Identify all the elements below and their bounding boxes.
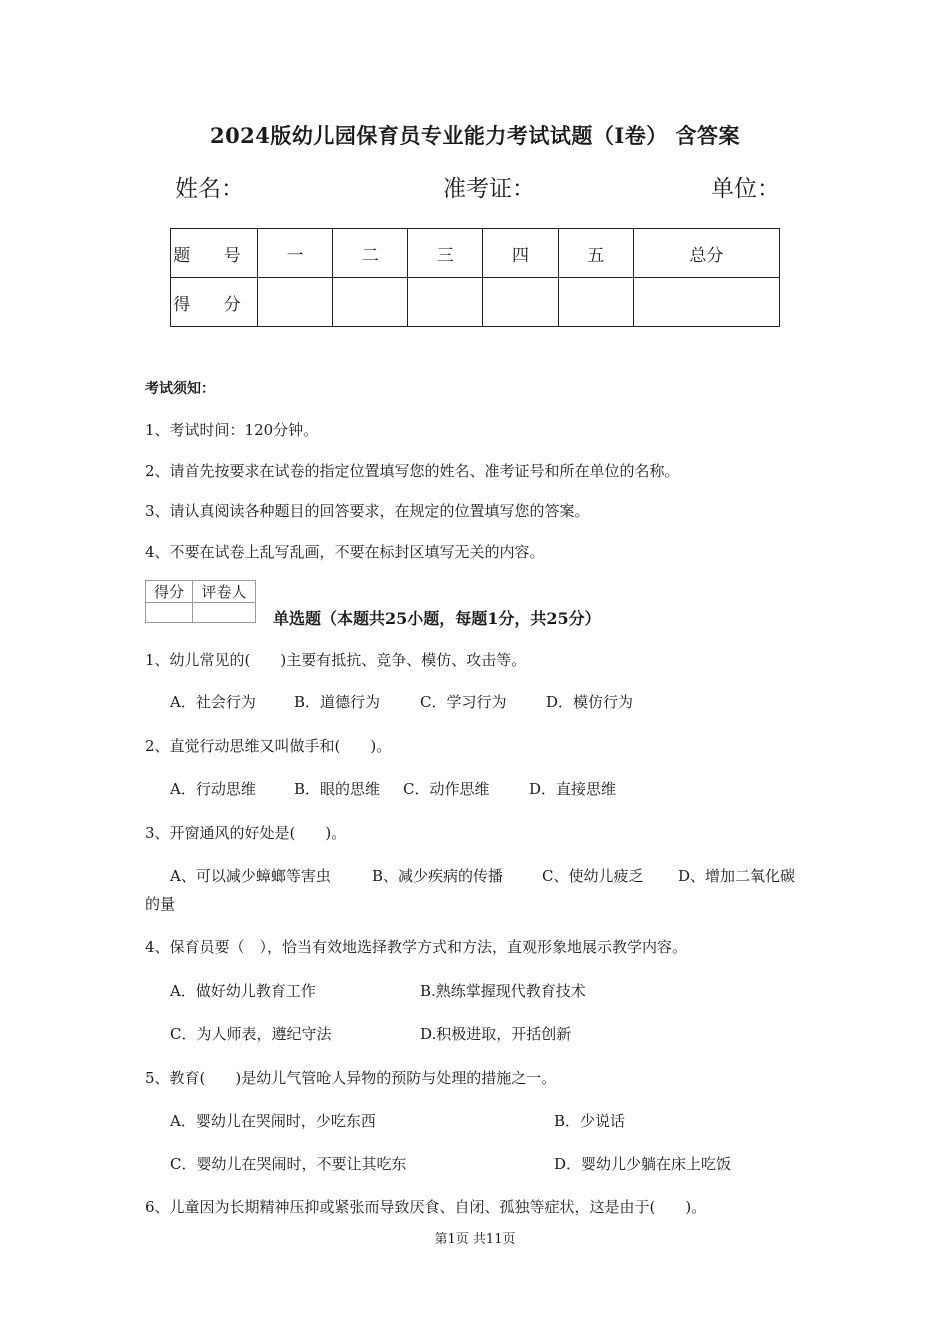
option-a[interactable]: A．社会行为 xyxy=(170,693,256,711)
score-header-cell: 一 xyxy=(258,229,333,278)
option-b[interactable]: B.熟练掌握现代教育技术 xyxy=(420,982,586,1000)
option-d[interactable]: D．婴幼儿少躺在床上吃饭 xyxy=(554,1155,732,1173)
score-header-cell: 四 xyxy=(483,229,558,278)
page-title: 2024版幼儿园保育员专业能力考试试题（I卷） 含答案 xyxy=(209,123,741,148)
score-cell[interactable] xyxy=(633,278,779,327)
option-b[interactable]: B．少说话 xyxy=(554,1112,626,1130)
score-table-header-row xyxy=(171,229,780,278)
option-d[interactable]: D．模仿行为 xyxy=(546,693,634,711)
question-5: 5、教育( )是幼儿气管呛人异物的预防与处理的措施之一。 xyxy=(145,1069,557,1087)
grader-score-cell[interactable] xyxy=(146,603,193,623)
question-4: 4、保育员要（ ），恰当有效地选择教学方式和方法，直观形象地展示教学内容。 xyxy=(145,938,688,956)
notice-heading: 考试须知： xyxy=(145,381,215,397)
option-a[interactable]: A．婴幼儿在哭闹时，少吃东西 xyxy=(170,1112,376,1130)
option-d[interactable]: D、增加二氧化碳 xyxy=(678,867,796,885)
grader-reviewer-cell[interactable] xyxy=(193,603,256,623)
notice-item: 1、考试时间：120分钟。 xyxy=(145,421,319,439)
option-d[interactable]: D．直接思维 xyxy=(529,780,617,798)
option-c[interactable]: C．为人师表，遵纪守法 xyxy=(170,1025,332,1043)
question-2: 2、直觉行动思维又叫做手和( )。 xyxy=(145,737,392,755)
score-cell[interactable] xyxy=(258,278,333,327)
option-d[interactable]: D.积极进取，开括创新 xyxy=(420,1025,572,1043)
score-header-cell: 三 xyxy=(408,229,483,278)
notice-item: 4、不要在试卷上乱写乱画，不要在标封区填写无关的内容。 xyxy=(145,543,545,561)
question-6: 6、儿童因为长期精神压抑或紧张而导致厌食、自闭、孤独等症状，这是由于( )。 xyxy=(145,1198,707,1216)
exam-number-label: 准考证： xyxy=(443,176,535,202)
option-d-continuation: 的量 xyxy=(145,895,176,913)
score-header-cell: 总分 xyxy=(633,229,779,278)
option-b[interactable]: B、减少疾病的传播 xyxy=(372,867,504,885)
option-a[interactable]: A．行动思维 xyxy=(170,780,256,798)
score-header-cell: 二 xyxy=(333,229,408,278)
notice-item: 3、请认真阅读各种题目的回答要求，在规定的位置填写您的答案。 xyxy=(145,502,590,520)
question-1: 1、幼儿常见的( )主要有抵抗、竞争、模仿、攻击等。 xyxy=(145,651,527,669)
option-a[interactable]: A、可以减少蟑螂等害虫 xyxy=(170,867,331,885)
option-c[interactable]: C．动作思维 xyxy=(403,780,490,798)
unit-label: 单位： xyxy=(711,176,780,202)
score-cell[interactable] xyxy=(483,278,558,327)
score-header-cell: 五 xyxy=(558,229,633,278)
score-header-cell: 题 号 xyxy=(171,229,258,278)
grader-score-label: 得分 xyxy=(146,581,193,603)
grader-box xyxy=(145,580,256,623)
option-b[interactable]: B．眼的思维 xyxy=(294,780,381,798)
score-table-score-row xyxy=(171,278,780,327)
option-a[interactable]: A．做好幼儿教育工作 xyxy=(170,982,316,1000)
option-c[interactable]: C．婴幼儿在哭闹时，不要让其吃东 xyxy=(170,1155,407,1173)
notice-item: 2、请首先按要求在试卷的指定位置填写您的姓名、准考证号和所在单位的名称。 xyxy=(145,462,680,480)
score-cell[interactable] xyxy=(408,278,483,327)
score-cell[interactable] xyxy=(558,278,633,327)
option-c[interactable]: C．学习行为 xyxy=(420,693,507,711)
score-row-label: 得 分 xyxy=(171,278,258,327)
score-cell[interactable] xyxy=(333,278,408,327)
grader-reviewer-label: 评卷人 xyxy=(193,581,256,603)
page-footer: 第1页 共11页 xyxy=(434,1232,516,1247)
option-c[interactable]: C、使幼儿疲乏 xyxy=(542,867,644,885)
score-table xyxy=(170,228,780,327)
section-title: 单选题（本题共25小题，每题1分，共25分） xyxy=(273,609,601,628)
question-3: 3、开窗通风的好处是( )。 xyxy=(145,824,347,842)
name-label: 姓名： xyxy=(175,176,244,202)
option-b[interactable]: B．道德行为 xyxy=(294,693,381,711)
